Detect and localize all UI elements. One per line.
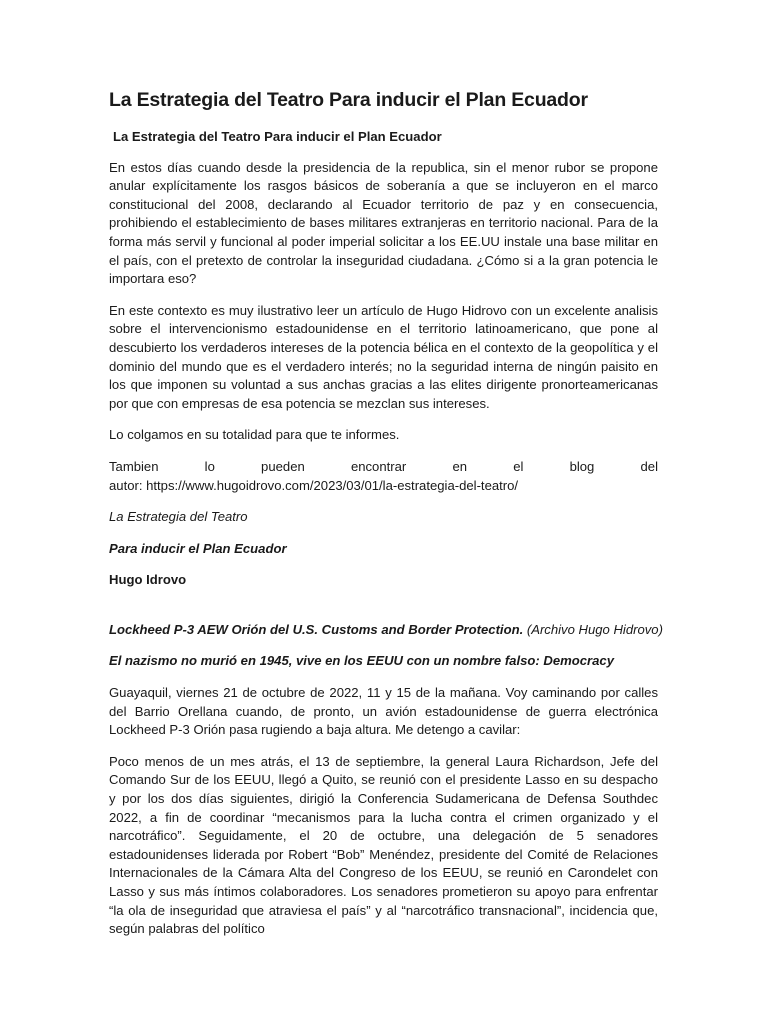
article-title: La Estrategia del Teatro	[109, 509, 248, 525]
article-author: Hugo Idrovo	[109, 572, 187, 588]
paragraph-context: En este contexto es muy ilustrativo leer un artículo de Hugo Hidrovo con un excelente analisis sobre el intervencionismo estadounidense en el territorio latinoamericano, que pone al descubierto los verdaderos intereses de la potencia bélica en el contexto de la geopolítica y el dominio del mundo que es el verdadero interés; no la seguridad interna de ningún paisito en los que imponen su voluntad a sus anchas gracias a las elites dirigente pronorteamericanas por que con empresas de esa potencia se mezclan sus intereses.	[109, 302, 658, 411]
paragraph-intro: En estos días cuando desde la presidencia de la republica, sin el menor rubor se propone anular explícitamente los rasgos básicos de soberanía a que se incluyeron en el marco constitucional del 2008, declarando al Ecuador territorio de paz y en consecuencia, prohibiendo el establecimiento de bases militares extranjeras en territorio nacional. Para de la forma más servil y funcional al poder imperial solicitar a los EE.UU instale una base militar en el país, con el pretexto de controlar la inseguridad ciudadana. ¿Cómo si a la gran potencia le importara eso?	[109, 159, 658, 287]
document-subtitle: La Estrategia del Teatro Para inducir el Plan Ecuador	[113, 129, 442, 144]
image-caption	[109, 621, 663, 640]
paragraph-richardson: Poco menos de un mes atrás, el 13 de septiembre, la general Laura Richardson, Jefe del Comando Sur de los EEUU, llegó a Quito, se reunió con el presidente Lasso en su despacho y por los dos días siguientes, dirigió la Conferencia Sudamericana de Defensa Southdec 2022, a fin de coordinar “mecanismos para la lucha contra el crimen organizado y el narcotráfico”. Seguidamente, el 20 de octubre, una delegación de 5 senadores estadounidenses liderada por Robert “Bob” Menéndez, presidente del Comité de Relaciones Internacionales de la Cámara Alta del Congreso de los EEUU, se reunió en Carondelet con Lasso y sus más íntimos colaboradores. Los senadores prometieron su apoyo para enfrentar “la ola de inseguridad que atraviesa el país” y al “narcotráfico transnacional”, incidencia que, según palabras del político	[109, 753, 658, 937]
paragraph-blog-line1: Tambien lo pueden encontrar en el blog del	[109, 458, 658, 474]
article-lead: El nazismo no murió en 1945, vive en los EEUU con un nombre falso: Democracy	[109, 653, 614, 669]
paragraph-hang: Lo colgamos en su totalidad para que te informes.	[109, 427, 400, 443]
paragraph-blog-url[interactable]: autor: https://www.hugoidrovo.com/2023/03/01/la-estrategia-del-teatro/	[109, 477, 519, 493]
document-title: La Estrategia del Teatro Para inducir el Plan Ecuador	[109, 89, 588, 111]
article-subtitle: Para inducir el Plan Ecuador	[109, 540, 287, 556]
image-caption-source: (Archivo Hugo Hidrovo)	[523, 621, 663, 637]
spacer	[109, 603, 658, 621]
image-caption-bold: Lockheed P-3 AEW Orión del U.S. Customs and Border Protection.	[109, 621, 524, 637]
paragraph-guayaquil: Guayaquil, viernes 21 de octubre de 2022, 11 y 15 de la mañana. Voy caminando por calles del Barrio Orellana cuando, de pronto, un avión estadounidense de guerra electrónica Lockheed P-3 Orión pasa rugiendo a baja altura. Me detengo a cavilar:	[109, 685, 658, 738]
